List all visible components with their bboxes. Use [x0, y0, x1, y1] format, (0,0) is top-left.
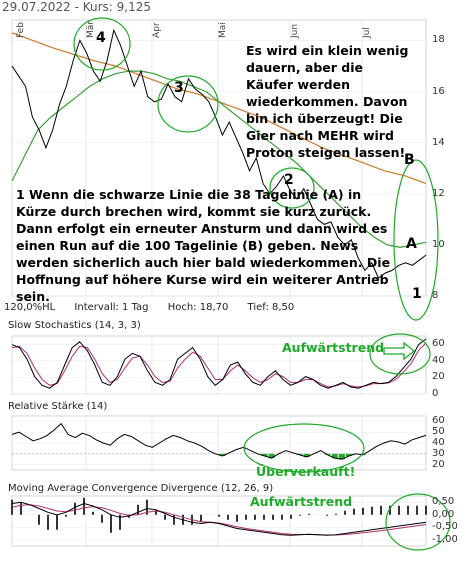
info-scale: 120,0%HL [4, 302, 56, 313]
macd-title: Moving Average Convergence Divergence (12, 26, 9) [8, 483, 274, 494]
rsi-tick-label: 50 [432, 426, 445, 438]
rsi-tick-label: 30 [432, 447, 445, 459]
marker-2: 2 [284, 172, 294, 188]
x-tick-label: Jun [290, 23, 300, 38]
price-tick-label: 12 [432, 187, 445, 199]
rsi-tick-label: 60 [432, 415, 445, 427]
marker-1: 1 [412, 286, 422, 302]
macd-note: Aufwärtstrend [250, 494, 353, 509]
price-tick-label: 14 [432, 136, 445, 148]
stoch-tick-label: 0 [432, 388, 439, 399]
chart-header [2, 0, 151, 14]
header-price: Kurs: 9,125 [82, 0, 151, 14]
marker-4: 4 [96, 30, 106, 46]
rsi-note: Überverkauft! [256, 464, 356, 479]
x-tick-label: Mär [86, 21, 96, 38]
price-tick-label: 16 [432, 85, 445, 97]
stochastics-note: Aufwärtstrend [282, 340, 385, 355]
price-tick-label: 8 [432, 290, 439, 301]
x-tick-label: Mai [218, 22, 228, 38]
stoch-tick-label: 40 [432, 354, 445, 366]
macd-tick-label: 0,50 [432, 496, 455, 508]
macd-tick-label: -1,00 [432, 533, 458, 545]
rsi-tick-label: 40 [432, 437, 445, 448]
info-low: Tief: 8,50 [247, 302, 295, 313]
rsi-title: Relative Stärke (14) [8, 401, 108, 412]
price-tick-label: 10 [432, 238, 445, 250]
macd-tick-label: -0,50 [432, 521, 458, 533]
rsi-panel [12, 416, 426, 470]
marker-3: 3 [174, 80, 184, 96]
macd-panel [12, 496, 426, 546]
x-tick-label: Jul [362, 27, 372, 38]
x-tick-label: Apr [152, 22, 162, 38]
annotation-main: 1 Wenn die schwarze Linie die 38 Tagelinie (A) in Kürze durch brechen wird, kommt sie kurz zurück. Dann erfolgt ein erneuter Ansturm und dann wird es einen Run auf die 100 Tagelinie (B) geben. News werden sicherlich auch hier bald wiederkommen. Die Hoffnung auf höhere Kurse wird ein weiterer Antrieb sein. [16, 187, 391, 304]
annotation-top-right: Es wird ein klein wenig dauern, aber die Käufer werden wiederkommen. Davon bin ich überzeugt! Die Gier nach MEHR wird Proton steigen lassen! [246, 43, 409, 160]
stochastics-title: Slow Stochastics (14, 3, 3) [8, 320, 141, 331]
macd-tick-label: 0,00 [432, 508, 455, 520]
x-tick-label: Feb [16, 22, 26, 38]
rsi-tick-label: 20 [432, 458, 445, 470]
header-separator: - [74, 0, 79, 14]
marker-B: B [404, 152, 415, 168]
info-high: Hoch: 18,70 [167, 302, 229, 313]
header-date: 29.07.2022 [2, 0, 71, 14]
price-tick-label: 18 [432, 34, 445, 46]
marker-A: A [406, 236, 417, 252]
stoch-tick-label: 20 [432, 371, 445, 383]
info-interval: Intervall: 1 Tag [74, 302, 149, 313]
stoch-tick-label: 60 [432, 338, 445, 350]
